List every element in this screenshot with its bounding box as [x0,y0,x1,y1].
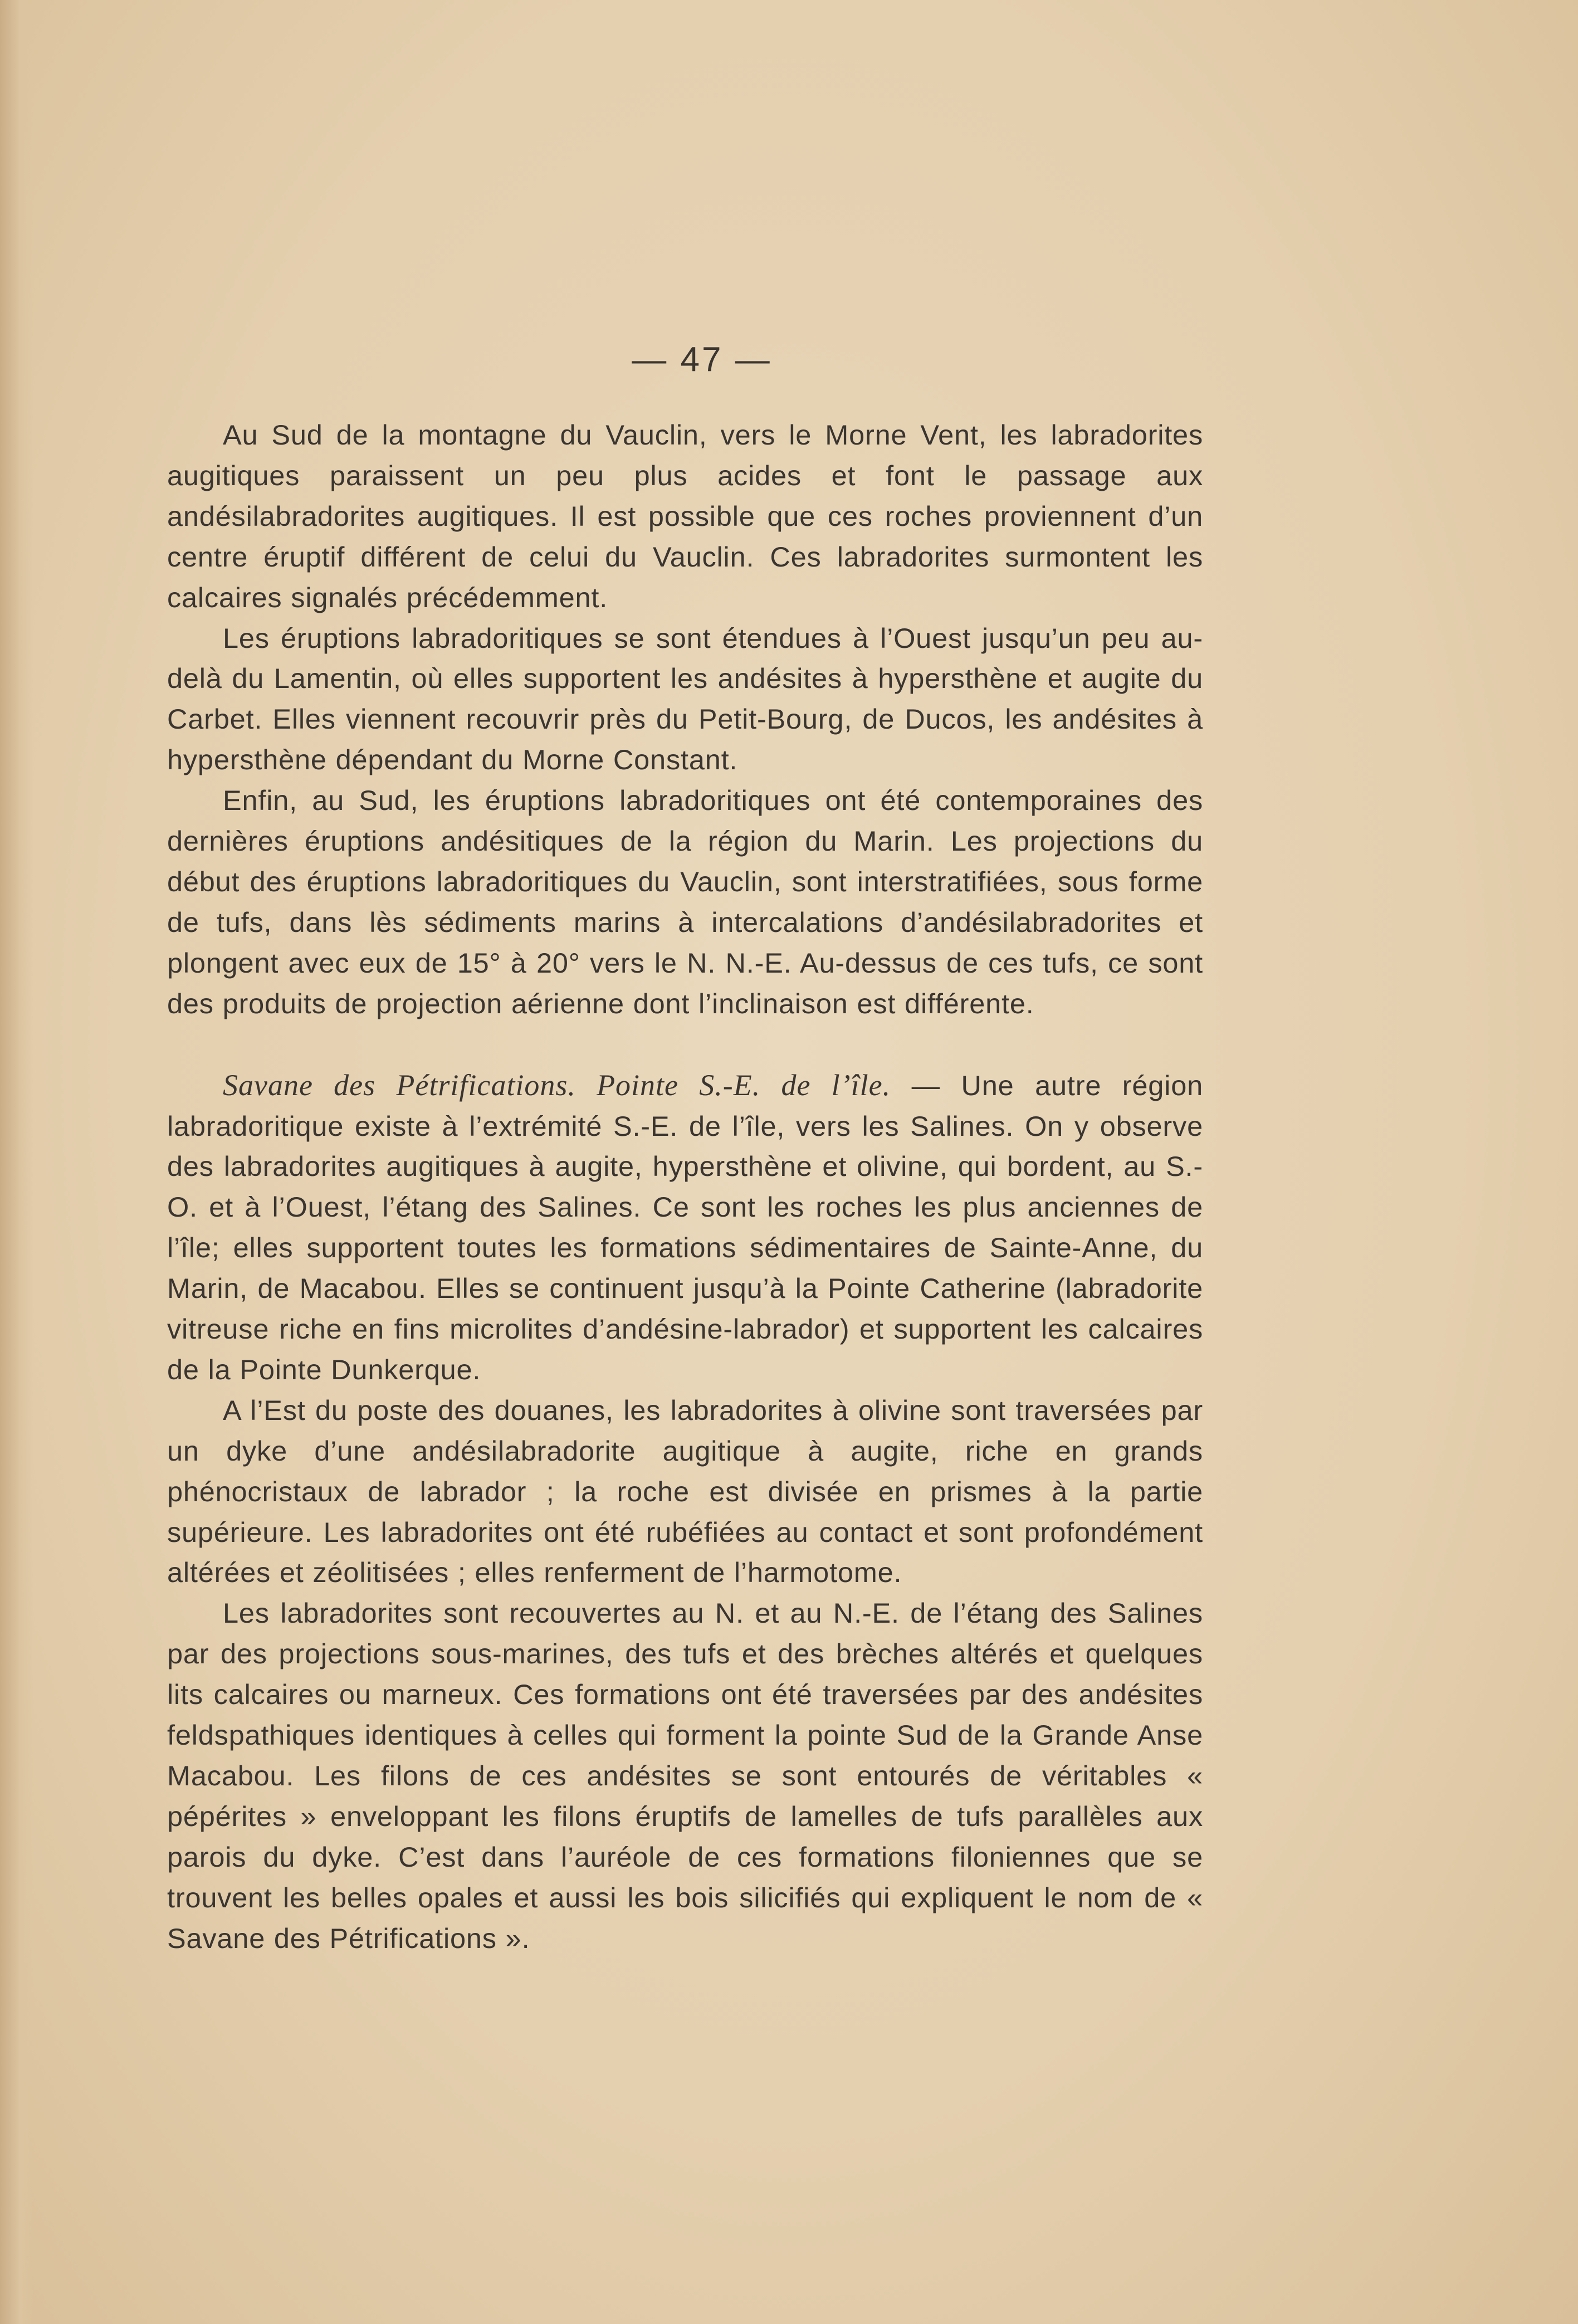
page-edge-shadow [0,0,33,2324]
paragraph-eruptions-ouest: Les éruptions labradoritiques se sont étendues à l’Ouest jusqu’un peu au-delà du Lamentin, où elles supportent les andésites à hypersthène et augite du Carbet. Elles viennent recouvrir près du Petit-Bourg, de Ducos, les andésites à hypersthène dépendant du Morne Constant. [167,622,1203,776]
paragraph-savane-intro [167,1065,1203,1390]
paragraph-recouvrement: Les labradorites sont recouvertes au N. et au N.-E. de l’étang des Salines par des projections sous-marines, des tufs et des brèches altérés et quelques lits calcaires ou marneux. Ces formations ont été traversées par des andésites feldspathiques identiques à celles qui forment la pointe Sud de la Grande Anse Macabou. Les filons de ces andésites se sont entourés de véritables « pépérites » enveloppant les filons éruptifs de lamelles de tufs parallèles aux parois du dyke. C’est dans l’auréole de ces formations filoniennes que se trouvent les belles opales et aussi les bois silicifiés qui expliquent le nom de « Savane des Pétrifications ». [167,1597,1203,1954]
section-spacer [167,1024,1203,1065]
page-number: — 47 — [632,340,772,379]
section-dash: — [891,1069,961,1101]
paragraph-poste-douanes: A l’Est du poste des douanes, les labradorites à olivine sont traversées par un dyke d’une andésilabradorite augitique à augite, riche en grands phénocristaux de labrador ; la roche est divisée en prismes à la partie supérieure. Les labradorites ont été rubéfiées au contact et sont profondément altérées et zéolitisées ; elles renferment de l’harmotome. [167,1394,1203,1589]
section-title: Savane des Pétrifications. Pointe S.-E. de l’île. [223,1068,891,1102]
paragraph-eruptions-sud: Enfin, au Sud, les éruptions labradoritiques ont été contemporaines des dernières éruptions andésitiques de la région du Marin. Les projections du début des éruptions labradoritiques du Vauclin, sont interstratifiées, sous forme de tufs, dans lès sédiments marins à intercalations d’andésilabradorites et plongent avec eux de 15° à 20° vers le N. N.-E. Au-dessus de ces tufs, ce sont des produits de projection aérienne dont l’inclinaison est différente. [167,784,1203,1019]
body-text [167,415,1203,1959]
paragraph-vauclin-sud: Au Sud de la montagne du Vauclin, vers le Morne Vent, les labradorites augitiques paraissent un peu plus acides et font le passage aux andésilabradorites augitiques. Il est possible que ces roches proviennent d’un centre éruptif différent de celui du Vauclin. Ces labradorites surmontent les calcaires signalés précédemment. [167,419,1203,613]
section-first-text: Une autre région labradoritique existe à l’extrémité S.-E. de l’île, vers les Salines. On y observe des labradorites augitiques à augite, hypersthène et olivine, qui bordent, au S.-O. et à l’Ouest, l’étang des Salines. Ce sont les roches les plus anciennes de l’île; elles supportent toutes les formations sédimentaires de Sainte-Anne, du Marin, de Macabou. Elles se continuent jusqu’à la Pointe Catherine (labradorite vitreuse riche en fins microlites d’andésine-labrador) et supportent les calcaires de la Pointe Dunkerque. [167,1069,1203,1385]
